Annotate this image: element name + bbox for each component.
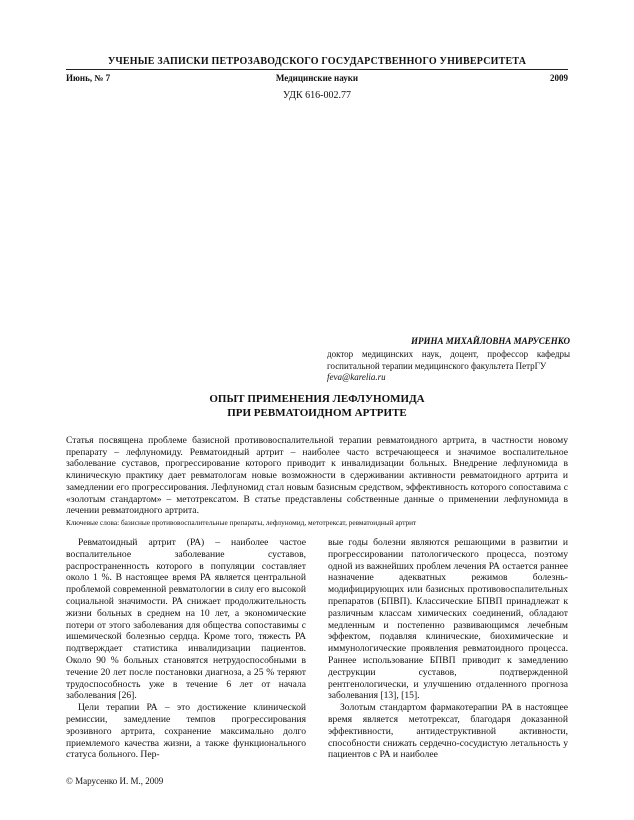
header-divider	[66, 69, 568, 70]
author-email: feva@karelia.ru	[327, 372, 386, 382]
journal-title: УЧЕНЫЕ ЗАПИСКИ ПЕТРОЗАВОДСКОГО ГОСУДАРСТВЕННОГО УНИВЕРСИТЕТА	[107, 56, 527, 67]
paragraph: Золотым стандартом фармакотерапии РА в настоящее время является метотрексат, благодаря доказанной эффективности, антидеструктивной активности, способности снижать сердечно-сосудистую летальность у пациентов с РА и наиболее	[328, 702, 568, 761]
paragraph: вые годы болезни являются решающими в развитии и прогрессировании патологического процесса, поэтому одной из важнейших проблем лечения РА остается раннее назначение адекватных режимов болезнь-модифицирующих или базисных противовоспалительных препаратов (БПВП). Классические БПВП принадлежат к различным классам химических соединений, обладают медленным и постепенно развивающимся лечебным эффектом, подавляя клинические, биохимические и иммунологические проявления ревматоидного процесса. Раннее использование БПВП приводит к замедлению деструкции суставов, подтвержденной рентгенологически, и улучшению отдаленного прогноза заболевания [13], [15].	[328, 537, 568, 702]
body-column-left	[66, 537, 306, 761]
keywords: Ключевые слова: базисные противовоспалительные препараты, лефлуномид, метотрексат, ревматоидный артрит	[66, 518, 417, 527]
author-name: ИРИНА МИХАЙЛОВНА МАРУСЕНКО	[410, 336, 570, 346]
article-title	[0, 392, 634, 420]
udc-code: УДК 616-002.77	[283, 90, 351, 101]
abstract: Статья посвящена проблеме базисной противовоспалительной терапии ревматоидного артрита, в частности новому препарату – лефлуномиду. Ревматоидный артрит – наиболее часто встречающееся и значимое воспалительное заболевание суставов, прогрессирование которого приводит к инвалидизации больных. Внедрение лефлуномида в клиническую практику дает ревматологам новые возможности в сдерживании активности ревматоидного артрита и замедлении его прогрессирования. Лефлуномид стал новым базисным средством, эффективность которого сопоставима с «золотым стандартом» – метотрексатом. В статье представлены собственные данные о применении лефлуномида в лечении ревматоидного артрита.	[66, 435, 568, 517]
author-affiliation: доктор медицинских наук, доцент, профессор кафедры госпитальной терапии медицинского факультета ПетрГУ	[327, 349, 570, 371]
copyright-notice: © Марусенко И. М., 2009	[66, 776, 164, 786]
section-label: Медицинские науки	[275, 73, 359, 83]
article-title-line1: ОПЫТ ПРИМЕНЕНИЯ ЛЕФЛУНОМИДА	[209, 393, 425, 405]
paragraph: Ревматоидный артрит (РА) – наиболее частое воспалительное заболевание суставов, распространенность которого в популяции составляет около 1 %. В настоящее время РА является центральной проблемой современной ревматологии в силу его высокой социальной значимости. РА снижает продолжительность жизни больных в среднем на 10 лет, а экономические потери от этого заболевания для общества сопоставимы с ишемической болезнью сердца. Кроме того, тяжесть РА подтверждает статистика инвалидизации пациентов. Около 90 % больных становятся нетрудоспособными в течение 20 лет после постановки диагноза, а 25 % теряют трудоспособность уже в течение 6 лет от начала заболевания [26].	[66, 537, 306, 702]
paragraph: Цели терапии РА – это достижение клинической ремиссии, замедление темпов прогрессирования эрозивного артрита, сохранение максимально долго приемлемого качества жизни, а также функционального статуса больного. Пер-	[66, 702, 306, 761]
issue-label: Июнь, № 7	[66, 73, 111, 83]
body-column-right	[328, 537, 568, 761]
year-label: 2009	[550, 73, 568, 83]
article-title-line2: ПРИ РЕВМАТОИДНОМ АРТРИТЕ	[227, 407, 407, 419]
